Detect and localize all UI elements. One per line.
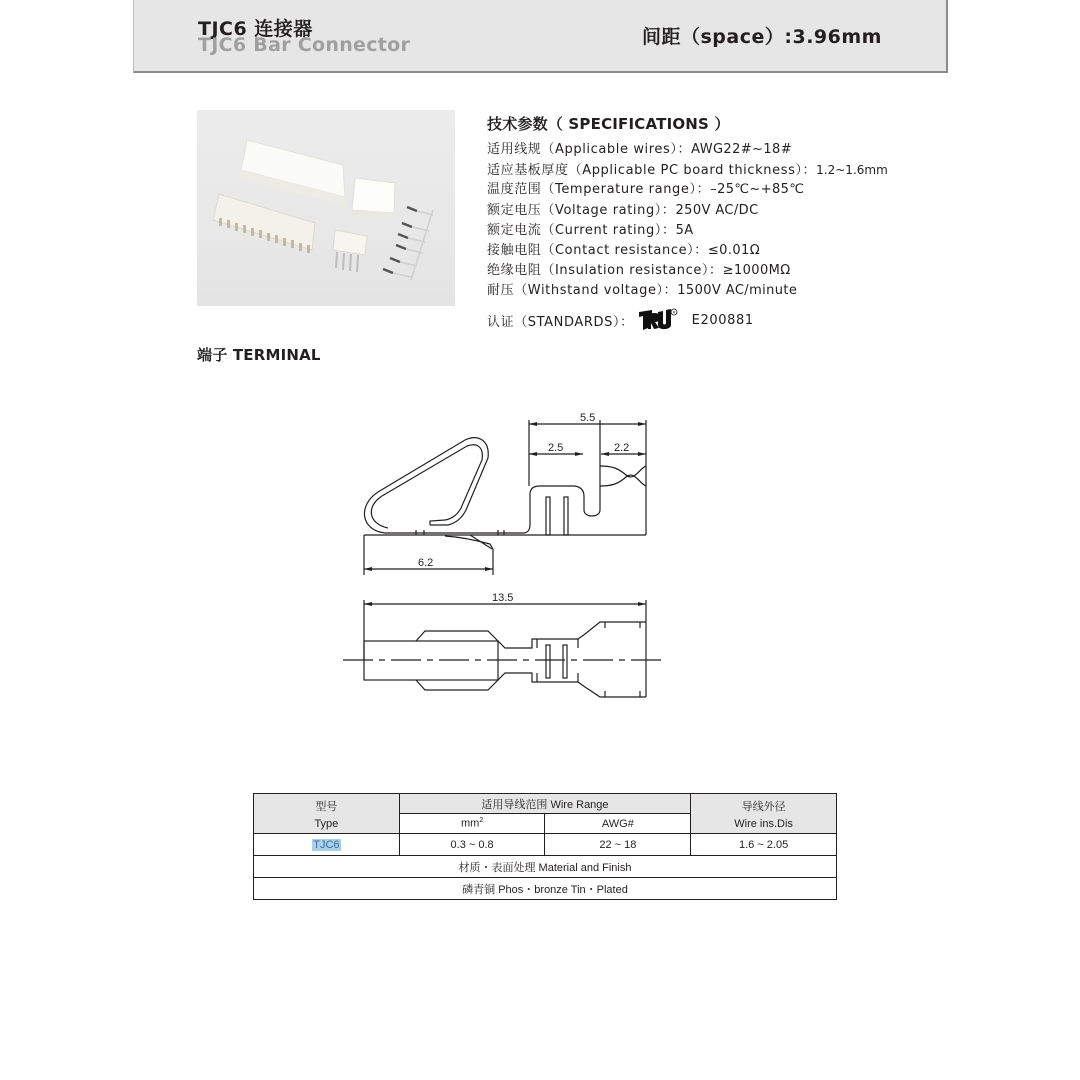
pitch-spec: 间距（space）:3.96mm: [642, 26, 882, 48]
dim-bottom-width: 6.2: [418, 557, 434, 569]
standards-code: E200881: [691, 313, 754, 328]
header-type: 型号 Type: [254, 794, 400, 834]
product-title-en: TJC6 Bar Connector: [198, 34, 411, 56]
spec-voltage-rating: 额定电压（Voltage rating）：250V AC/DC: [487, 202, 759, 218]
cell-awg: 22 ~ 18: [545, 834, 691, 856]
terminal-spec-table: [253, 793, 837, 900]
material-header: 材质・表面处理 Material and Finish: [254, 856, 837, 878]
cell-type: TJC6: [254, 834, 400, 856]
cell-mm2: 0.3 ~ 0.8: [399, 834, 545, 856]
header-awg: AWG#: [545, 814, 691, 834]
dim-right-width: 2.2: [614, 442, 630, 454]
spec-temperature-range: 温度范围（Temperature range）：–25℃~+85℃: [487, 182, 805, 198]
specifications-title: 技术参数（ SPECIFICATIONS ）: [487, 115, 730, 133]
spec-standards: 认证（STANDARDS）： R E200881: [487, 308, 888, 334]
cell-dis: 1.6 ~ 2.05: [691, 834, 837, 856]
dim-total-width: 5.5: [580, 412, 596, 424]
spec-insulation-resistance: 绝缘电阻（Insulation resistance）：≥1000MΩ: [487, 263, 791, 279]
material-value: 磷青铜 Phos・bronze Tin・Plated: [254, 878, 837, 900]
header-wire-range: 适用导线范围 Wire Range: [399, 794, 690, 814]
spec-current-rating: 额定电流（Current rating）：5A: [487, 222, 694, 238]
dim-overall-length: 13.5: [492, 592, 514, 604]
spec-applicable-wires: 适用线规（Applicable wires）：AWG22#~18#: [487, 142, 792, 157]
product-title-cn: TJC6 连接器: [198, 18, 313, 40]
svg-text:R: R: [672, 309, 676, 315]
spec-contact-resistance: 接触电阻（Contact resistance）：≤0.01Ω: [487, 242, 761, 258]
spec-pcb-thickness: 适应基板厚度（Applicable PC board thickness）：1.2~1.6mm: [487, 163, 888, 179]
header-mm2: $mm^2$: [399, 814, 545, 834]
dim-left-width: 2.5: [548, 442, 564, 454]
table-row: [254, 834, 837, 856]
spec-withstand-voltage: 耐压（Withstand voltage）：1500V AC/minute: [487, 283, 798, 299]
terminal-heading: 端子 TERMINAL: [197, 346, 321, 364]
header-wire-ins-dis: 导线外径 Wire ins.Dis: [691, 794, 837, 834]
